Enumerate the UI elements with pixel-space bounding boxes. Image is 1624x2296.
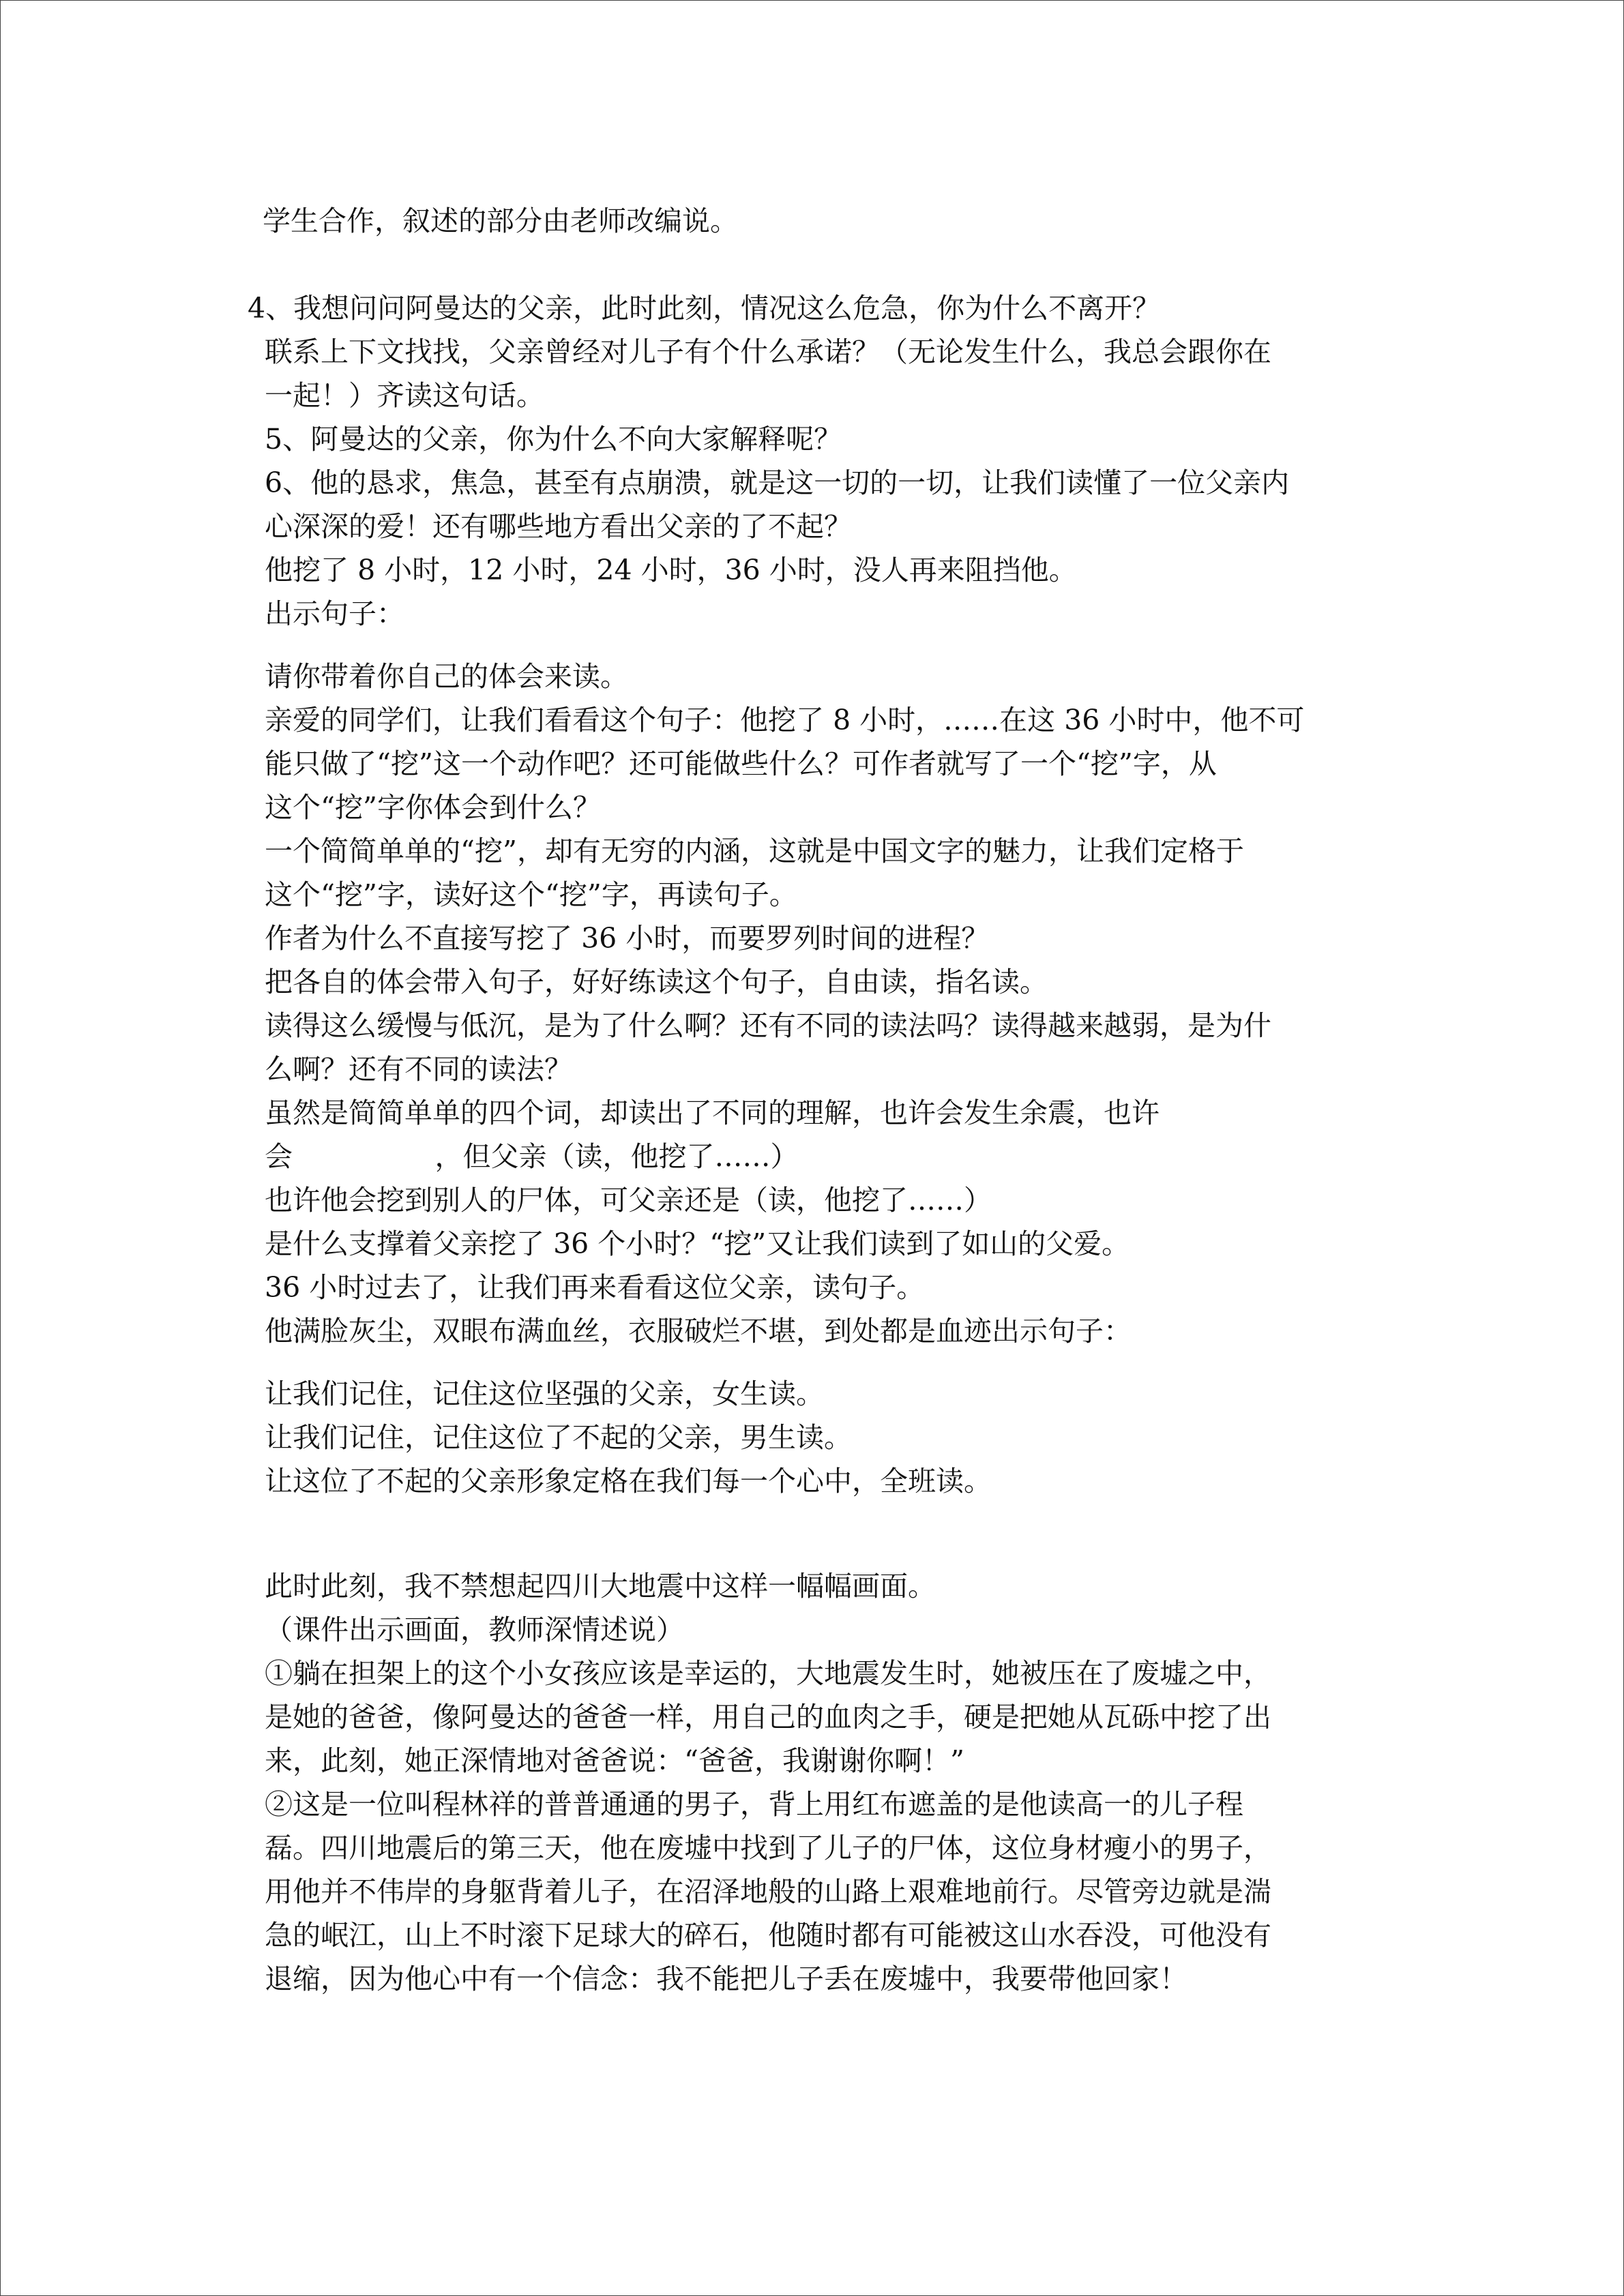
text-line: 会 ，但父亲（读，他挖了……） (256, 1140, 799, 1173)
text-line: 来，此刻，她正深情地对爸爸说：“爸爸，我谢谢你啊！” (256, 1744, 964, 1777)
text-line: 用他并不伟岸的身躯背着儿子，在沼泽地般的山路上艰难地前行。尽管旁边就是湍 (256, 1875, 1272, 1908)
text-line: 36 小时过去了，让我们再来看看这位父亲，读句子。 (256, 1271, 925, 1304)
text-line: 退缩，因为他心中有一个信念：我不能把儿子丢在废墟中，我要带他回家！ (256, 1963, 1188, 1995)
paragraph-block (256, 199, 1374, 243)
text-line: 5、阿曼达的父亲，你为什么不向大家解释呢？ (256, 423, 842, 456)
text-line: 他挖了 8 小时，12 小时，24 小时，36 小时，没人再来阻挡他。 (256, 554, 1077, 586)
text-line: 此时此刻，我不禁想起四川大地震中这样一幅幅画面。 (256, 1570, 936, 1602)
text-line: （课件出示画面，教师深情述说） (256, 1613, 685, 1646)
text-line: 4、我想问问阿曼达的父亲，此时此刻，情况这么危急，你为什么不离开？ (248, 292, 1161, 325)
text-line: 他满脸灰尘，双眼布满血丝，衣服破烂不堪，到处都是血迹出示句子： (256, 1315, 1132, 1347)
text-line: 把各自的体会带入句子，好好练读这个句子，自由读，指名读。 (256, 966, 1048, 998)
text-line: 急的岷江，山上不时滚下足球大的碎石，他随时都有可能被这山水吞没，可他没有 (256, 1919, 1272, 1952)
paragraph-gap (256, 636, 1374, 655)
document-body (248, 199, 1374, 2001)
text-line: 是什么支撑着父亲挖了 36 个小时？“挖”又让我们读到了如山的父爱。 (256, 1227, 1130, 1260)
text-line: 么啊？还有不同的读法？ (256, 1053, 573, 1086)
text-line: 磊。四川地震后的第三天，他在废墟中找到了儿子的尸体，这位身材瘦小的男子， (256, 1832, 1272, 1864)
paragraph-gap (256, 1503, 1374, 1564)
text-line: 6、他的恳求，焦急，甚至有点崩溃，就是这一切的一切，让我们读懂了一位父亲内 (256, 466, 1290, 499)
text-line: 是她的爸爸，像阿曼达的爸爸一样，用自己的血肉之手，硬是把她从瓦砾中挖了出 (256, 1701, 1272, 1733)
paragraph-gap (256, 243, 1374, 286)
text-line: 读得这么缓慢与低沉，是为了什么啊？还有不同的读法吗？读得越来越弱，是为什 (256, 1009, 1272, 1042)
text-line: 出示句子： (256, 597, 405, 630)
text-line: 心深深的爱！还有哪些地方看出父亲的了不起？ (256, 510, 853, 543)
text-line: 让这位了不起的父亲形象定格在我们每一个心中，全班读。 (256, 1465, 992, 1497)
text-line: ②这是一位叫程林祥的普普通通的男子，背上用红布遮盖的是他读高一的儿子程 (256, 1788, 1244, 1821)
paragraph-block (248, 286, 1374, 636)
paragraph-block (256, 655, 1374, 1353)
text-line: 让我们记住，记住这位了不起的父亲，男生读。 (256, 1421, 853, 1454)
text-line: 请你带着你自己的体会来读。 (256, 660, 629, 693)
text-line: 这个“挖”字，读好这个“挖”字，再读句子。 (256, 878, 797, 911)
text-line: 作者为什么不直接写挖了 36 小时，而要罗列时间的进程？ (256, 922, 990, 955)
text-line: 让我们记住，记住这位坚强的父亲，女生读。 (256, 1377, 825, 1410)
text-line: 一起！）齐读这句话。 (256, 379, 545, 412)
text-line: 亲爱的同学们，让我们看看这个句子：他挖了 8 小时，……在这 36 小时中，他不可 (256, 704, 1305, 736)
paragraph-gap (256, 1353, 1374, 1372)
text-line: 虽然是简简单单的四个词，却读出了不同的理解，也许会发生余震，也许 (256, 1097, 1160, 1129)
paragraph-block (256, 1372, 1374, 1503)
text-line: ①躺在担架上的这个小女孩应该是幸运的，大地震发生时，她被压在了废墟之中， (256, 1657, 1272, 1690)
text-line: 这个“挖”字你体会到什么？ (256, 791, 601, 824)
text-line: 能只做了“挖”这一个动作吧？还可能做些什么？可作者就写了一个“挖”字，从 (256, 747, 1217, 780)
text-line: 一个简简单单的“挖”，却有无穷的内涵，这就是中国文字的魅力，让我们定格于 (256, 835, 1244, 867)
text-line: 联系上下文找找，父亲曾经对儿子有个什么承诺？（无论发生什么，我总会跟你在 (256, 336, 1272, 368)
text-line: 学生合作，叙述的部分由老师改编说。 (263, 205, 738, 237)
text-line: 也许他会挖到别人的尸体，可父亲还是（读，他挖了……） (256, 1184, 992, 1217)
paragraph-block (256, 1564, 1374, 2001)
